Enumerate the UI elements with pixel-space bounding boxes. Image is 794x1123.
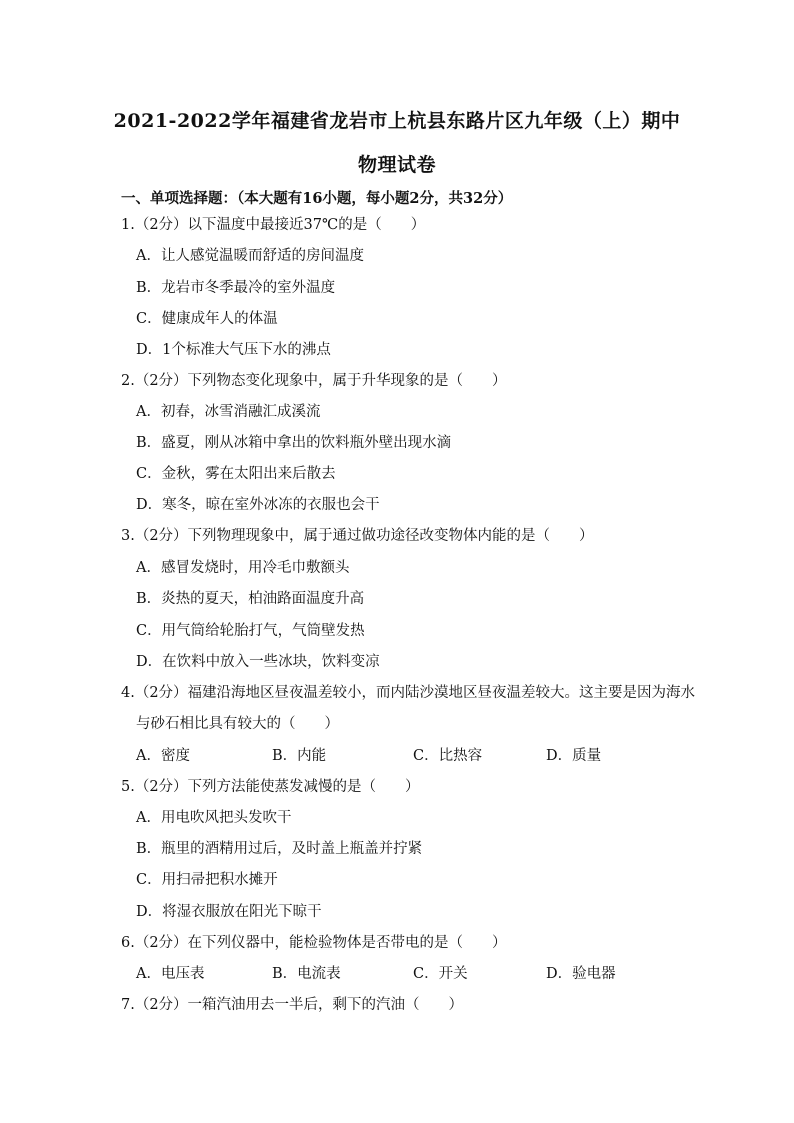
question-4-option-d: D．质量 <box>546 748 602 764</box>
question-6-option-a: A．电压表 <box>136 966 205 982</box>
question-3-stem: 3.（2分）下列物理现象中，属于通过做功途径改变物体内能的是（ ） <box>121 528 594 544</box>
question-5-option-a: A．用电吹风把头发吹干 <box>136 810 292 826</box>
question-3-option-a: A．感冒发烧时，用冷毛巾敷额头 <box>136 560 350 576</box>
question-7-stem: 7.（2分）一箱汽油用去一半后，剩下的汽油（ ） <box>121 997 464 1013</box>
question-5-option-d: D．将湿衣服放在阳光下晾干 <box>136 904 322 920</box>
question-2-option-d: D．寒冬，晾在室外冰冻的衣服也会干 <box>136 497 380 513</box>
question-1-option-d: D．1个标准大气压下水的沸点 <box>136 342 331 358</box>
question-3-option-b: B．炎热的夏天，柏油路面温度升高 <box>136 591 365 607</box>
question-4-option-a: A．密度 <box>136 748 190 764</box>
question-1-stem: 1.（2分）以下温度中最接近37℃的是（ ） <box>121 217 426 233</box>
question-3-option-d: D．在饮料中放入一些冰块，饮料变凉 <box>136 654 380 670</box>
question-1-option-c: C．健康成年人的体温 <box>136 311 278 327</box>
title-line-1: 2021-2022学年福建省龙岩市上杭县东路片区九年级（上）期中 <box>113 110 681 132</box>
question-4-option-c: C．比热容 <box>413 748 483 764</box>
question-3-option-c: C．用气筒给轮胎打气，气筒壁发热 <box>136 623 365 639</box>
question-5-stem: 5.（2分）下列方法能使蒸发减慢的是（ ） <box>121 779 420 795</box>
question-4-stem: 4.（2分）福建沿海地区昼夜温差较小，而内陆沙漠地区昼夜温差较大。这主要是因为海水 <box>121 685 696 701</box>
section-heading: 一、单项选择题：（本大题有16小题，每小题2分，共32分） <box>121 190 513 207</box>
question-5-option-b: B．瓶里的酒精用过后，及时盖上瓶盖并拧紧 <box>136 841 423 857</box>
question-6-stem: 6.（2分）在下列仪器中，能检验物体是否带电的是（ ） <box>121 935 507 951</box>
question-1-option-a: A．让人感觉温暖而舒适的房间温度 <box>136 248 364 264</box>
question-6-option-d: D．验电器 <box>546 966 616 982</box>
question-4-option-b: B．内能 <box>272 748 327 764</box>
question-2-option-a: A．初春，冰雪消融汇成溪流 <box>136 404 321 420</box>
question-6-option-c: C．开关 <box>413 966 468 982</box>
question-4-stem-continued: 与砂石相比具有较大的（ ） <box>136 716 339 732</box>
question-2-option-c: C．金秋，雾在太阳出来后散去 <box>136 466 336 482</box>
question-5-option-c: C．用扫帚把积水摊开 <box>136 872 278 888</box>
question-2-stem: 2.（2分）下列物态变化现象中，属于升华现象的是（ ） <box>121 373 507 389</box>
question-6-option-b: B．电流表 <box>272 966 341 982</box>
title-line-2: 物理试卷 <box>357 154 436 176</box>
question-2-option-b: B．盛夏，刚从冰箱中拿出的饮料瓶外壁出现水滴 <box>136 435 452 451</box>
question-1-option-b: B．龙岩市冬季最冷的室外温度 <box>136 280 336 296</box>
